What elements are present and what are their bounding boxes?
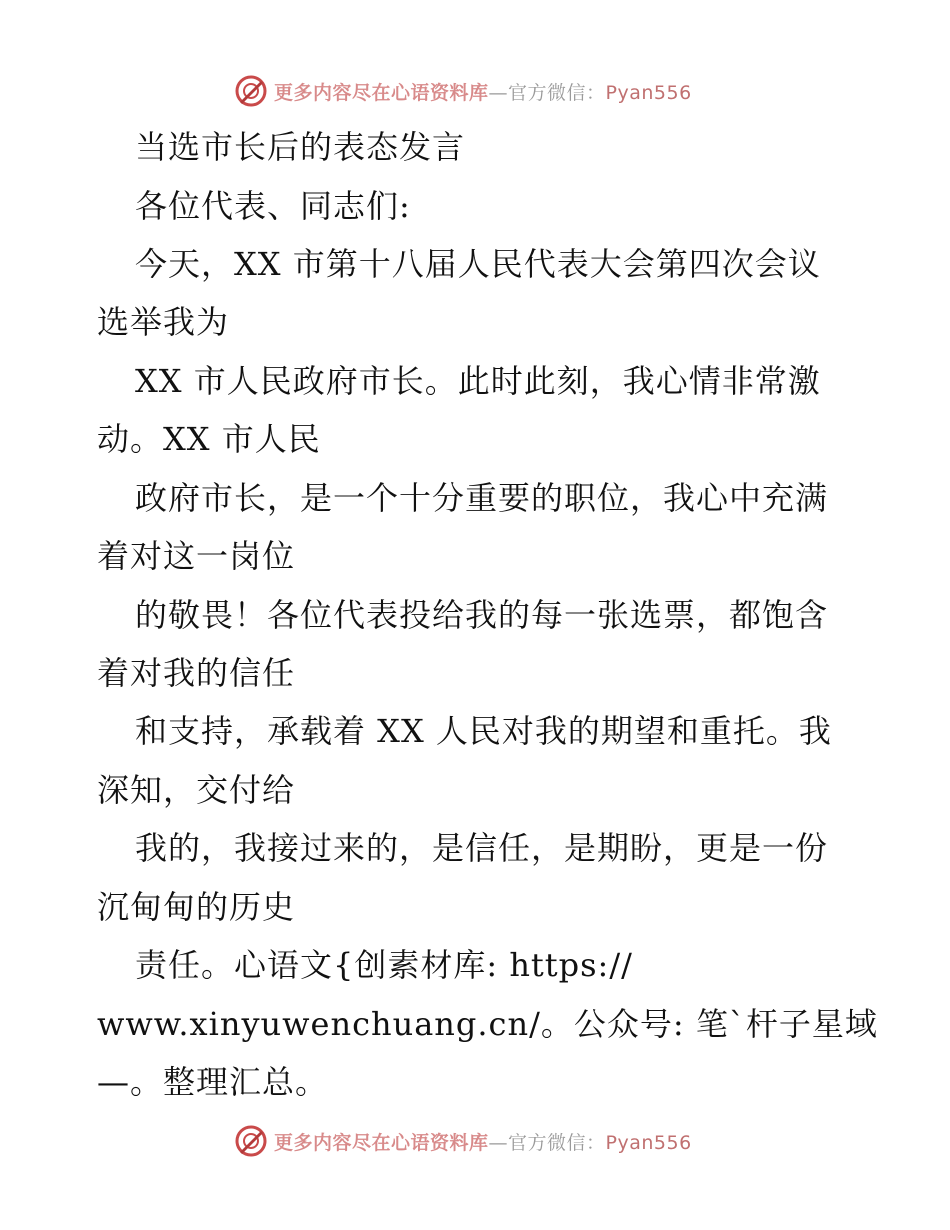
paragraph-line: 深知，交付给 bbox=[97, 771, 296, 809]
header-banner bbox=[0, 71, 950, 111]
paragraph-line: 选举我为 bbox=[97, 303, 230, 341]
paragraph-line: —。整理汇总。 bbox=[97, 1063, 329, 1101]
paragraph-line: 着对这一岗位 bbox=[97, 537, 296, 575]
banner-official-label: 官方微信： bbox=[508, 81, 606, 104]
banner-wechat-id: Pyan556 bbox=[605, 1131, 692, 1154]
document-title: 当选市长后的表态发言 bbox=[135, 128, 466, 166]
banner-main-text: 更多内容尽在心语资料库 bbox=[274, 81, 489, 104]
banner-official-label: 官方微信： bbox=[508, 1131, 606, 1154]
paragraph-line: 我的，我接过来的，是信任，是期盼，更是一份 bbox=[135, 829, 829, 867]
banner-dash: — bbox=[488, 1131, 509, 1154]
paragraph-line: 的敬畏！各位代表投给我的每一张选票，都饱含 bbox=[135, 596, 829, 634]
salutation: 各位代表、同志们: bbox=[135, 187, 411, 225]
paragraph-line: 着对我的信任 bbox=[97, 654, 296, 692]
brush-logo-icon bbox=[234, 1124, 268, 1158]
banner-dash: — bbox=[488, 81, 509, 104]
footer-banner bbox=[0, 1121, 950, 1161]
paragraph-line: 沉甸甸的历史 bbox=[97, 888, 296, 926]
paragraph-line: 政府市长，是一个十分重要的职位，我心中充满 bbox=[135, 479, 829, 517]
brush-logo-icon bbox=[234, 74, 268, 108]
banner-wechat-id: Pyan556 bbox=[605, 81, 692, 104]
paragraph-line: 动。XX 市人民 bbox=[97, 420, 321, 458]
paragraph-line: 和支持，承载着 XX 人民对我的期望和重托。我 bbox=[135, 712, 832, 750]
paragraph-line: 责任。心语文{创素材库: https:// bbox=[135, 946, 633, 984]
banner-main-text: 更多内容尽在心语资料库 bbox=[274, 1131, 489, 1154]
paragraph-line: www.xinyuwenchuang.cn/。公众号: 笔`杆子星域 bbox=[97, 1005, 878, 1043]
paragraph-line: 今天，XX 市第十八届人民代表大会第四次会议 bbox=[135, 245, 821, 283]
paragraph-line: XX 市人民政府市长。此时此刻，我心情非常激 bbox=[135, 362, 821, 400]
